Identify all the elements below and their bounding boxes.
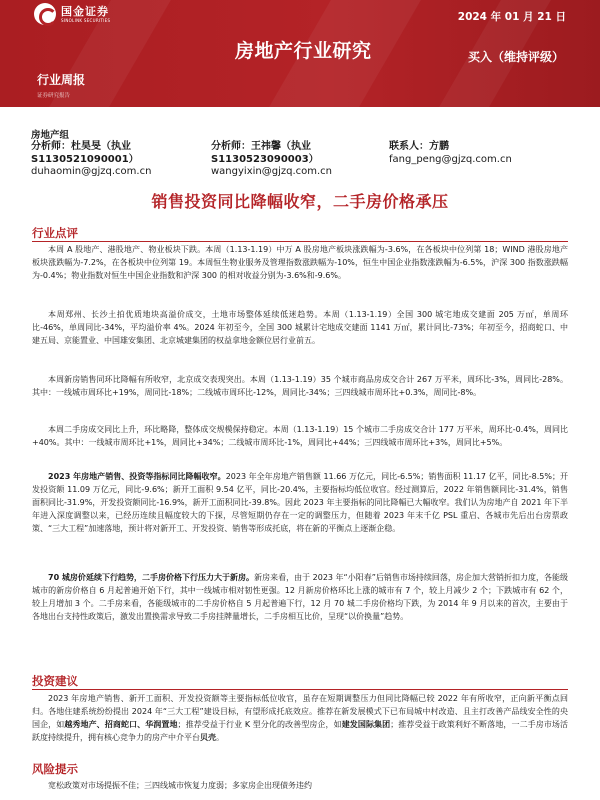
- paragraph-market: 本周 A 股地产、港股地产、物业板块下跌。本周（1.13-1.19）中万 A 股房地产板块涨跌幅为-3.6%，在各板块中位列第 18；WIND 港股房地产板块涨跌幅为-7.2%，在各板块中位列第 19。本周恒生物业服务及管理指数涨跌幅为-10%，恒生中国企业指数涨跌幅为-6.5%，沪深 300 指数涨跌幅为-0.4%；物业指数对恒生中国企业指数和沪深 300 的相对收益分别为-3.6%和-9.6%。: [32, 245, 568, 280]
- paragraph-text: 2023 年房地产销售、新开工面积、开发投资额等主要指标低位收官，虽存在短期调整压力但同比降幅已较 2022 年有所收窄，正向新平衡点回归。各地住建系统纷纷提出 2024 年“三大工程”建设目标，有望形成托底效应。推荐在新发展模式下已布局城中村改造、且主打改善产品线安全性的央国企，如: [32, 694, 568, 729]
- analyst-name: 分析师：王祎馨（执业: [211, 141, 311, 152]
- key-point: 2023 年房地产销售、投资等指标同比降幅收窄。: [48, 472, 226, 481]
- stock-picks: 越秀地产、招商蛇口、华润置地: [64, 720, 178, 729]
- paragraph-2023-sales: [32, 470, 568, 535]
- team-label: 房地产组: [31, 130, 70, 141]
- analyst-name: 分析师：杜昊旻（执业: [31, 141, 131, 152]
- analyst-email[interactable]: duhaomin@gjzq.com.cn: [31, 166, 152, 177]
- headline: 销售投资同比降幅收窄，二手房价格承压: [151, 192, 449, 211]
- section-rule: [32, 241, 568, 242]
- paragraph-land: 本周郑州、长沙土拍优质地块高溢价成交，土地市场整体延续低迷趋势。本周（1.13-1.19）全国 300 城宅地成交建面 205 万㎡，单周环比-46%，单周同比-34%，平均溢价率 4%。2024 年初至今，全国 300 城累计宅地成交建面 1141 万㎡，累计同比-73%；年初至今，招商蛇口、中建五局、京能置业、中国雄安集团、北京城建集团的权益拿地金额位居行业前五。: [32, 310, 568, 345]
- report-date: 2024 年 01 月 21 日: [457, 11, 566, 23]
- paragraph-new-homes: 本周新房销售同环比降幅有所收窄，北京成交表现突出。本周（1.13-1.19）35 个城市商品房成交合计 267 万平米，周环比-3%，周同比-28%。其中：一线城市周环比+19%，周同比-18%；二线城市周环比-12%，周同比-34%；三四线城市周环比+0.3%，周同比-8%。: [32, 375, 568, 397]
- report-type: 行业周报: [37, 73, 86, 87]
- analyst-license: S1130523090003）: [211, 153, 319, 165]
- paragraph-text: ；推荐受益于行业 K 型分化的改善型房企，如: [177, 720, 342, 729]
- stock-pick: 贝壳: [200, 733, 216, 742]
- stock-pick: 建发国际集团: [341, 720, 391, 729]
- logo-cn: 国金证券: [61, 4, 109, 18]
- rating-badge: 买入（维持评级）: [467, 50, 564, 64]
- contact-email[interactable]: fang_peng@gjzq.com.cn: [389, 153, 512, 165]
- analyst-license: S1130521090001）: [31, 153, 139, 165]
- paragraph-text: 。: [216, 733, 224, 742]
- header-banner: [0, 0, 600, 107]
- logo-en: SINOLINK SECURITIES: [61, 17, 111, 23]
- company-logo: [34, 3, 110, 25]
- contact-name: 联系人：方鹏: [389, 141, 449, 152]
- paragraph-text: 2023 年全年房地产销售额 11.66 万亿元，同比-6.5%；销售面积 11.17 亿平，同比-8.5%；开发投资额 11.09 万亿元，同比-9.6%；新开工面积 9.54 亿平，同比-20.4%，主要指标均低位收官。经过测算后，2022 年销售额同比-31.4%，销售面积同比-31.9%，开发投资额同比-16.9%，新开工面积同比-39.8%。因此 2023 年主要指标的同比降幅已大幅收窄。我们认为房地产自 2021 年下半年进入深度调整以来，已经历连续且幅度较大的下探，尽管短期仍存在一定的调整压力，但随着 2023 年末千亿 PSL 重启、各城市先后出台房票政策、“三大工程”加速落地，预计将对新开工、开发投资、销售等形成托底，将在新的平衡点上逐渐企稳。: [32, 472, 568, 533]
- analyst-email[interactable]: wangyixin@gjzq.com.cn: [211, 166, 332, 177]
- analyst-block: [31, 130, 571, 177]
- section-rule: [32, 689, 568, 690]
- paragraph-text: 新房来看，由于 2023 年“小阳春”后销售市场持续回落，房企加大营销折扣力度，各能级城市的新房价格自 6 月起普遍开始下行，其中一线城市相对韧性更强。12 月新房价格环比上涨的城市有 7 个，较上月减少 2 个；下跌城市有 62 个，较上月增加 3 个。二手房来看，各能级城市的二手房价格自 5 月起普遍下行，12 月 70 城二手房价格均下跌，为 2014 年 9 月以来的首次，主要由于各地出台支持性政策后，激发出置换需求导致二手房挂牌量增长，二手房相互比价，呈现“以价换量”趋势。: [32, 573, 569, 621]
- key-point: 70 城房价延续下行趋势，二手房价格下行压力大于新房。: [48, 573, 255, 582]
- analyst-1: [31, 141, 151, 179]
- paragraph-second-hand: 本周二手房成交同比上升，环比略降，整体成交规模保持稳定。本周（1.13-1.19）15 个城市二手房成交合计 177 万平米，周环比-0.4%，周同比+40%。其中：一线城市周环比+1%，周同比+34%；二线城市周环比-1%，周同比+44%；三四线城市周环比+3%，周同比+5%。: [32, 425, 568, 447]
- section-heading-review: 行业点评: [32, 226, 78, 240]
- section-heading-advice: 投资建议: [32, 674, 78, 688]
- report-subtype: 证券研究报告: [37, 93, 71, 99]
- paragraph-risk: 宽松政策对市场提振不佳；三四线城市恢复力度弱；多家房企出现债务违约: [48, 781, 312, 790]
- analyst-2: [211, 141, 332, 179]
- section-heading-risk: 风险提示: [32, 762, 78, 776]
- paragraph-text: ；推荐受益于政策利好不断落地，一二手房市场活跃度持续提升，拥有核心竞争力的房产中介平台: [32, 720, 569, 742]
- logo-icon: [34, 3, 56, 25]
- report-title: 房地产行业研究: [235, 40, 372, 62]
- contact-person: [389, 141, 512, 166]
- paragraph-home-prices: [32, 571, 568, 623]
- paragraph-advice: [32, 692, 568, 744]
